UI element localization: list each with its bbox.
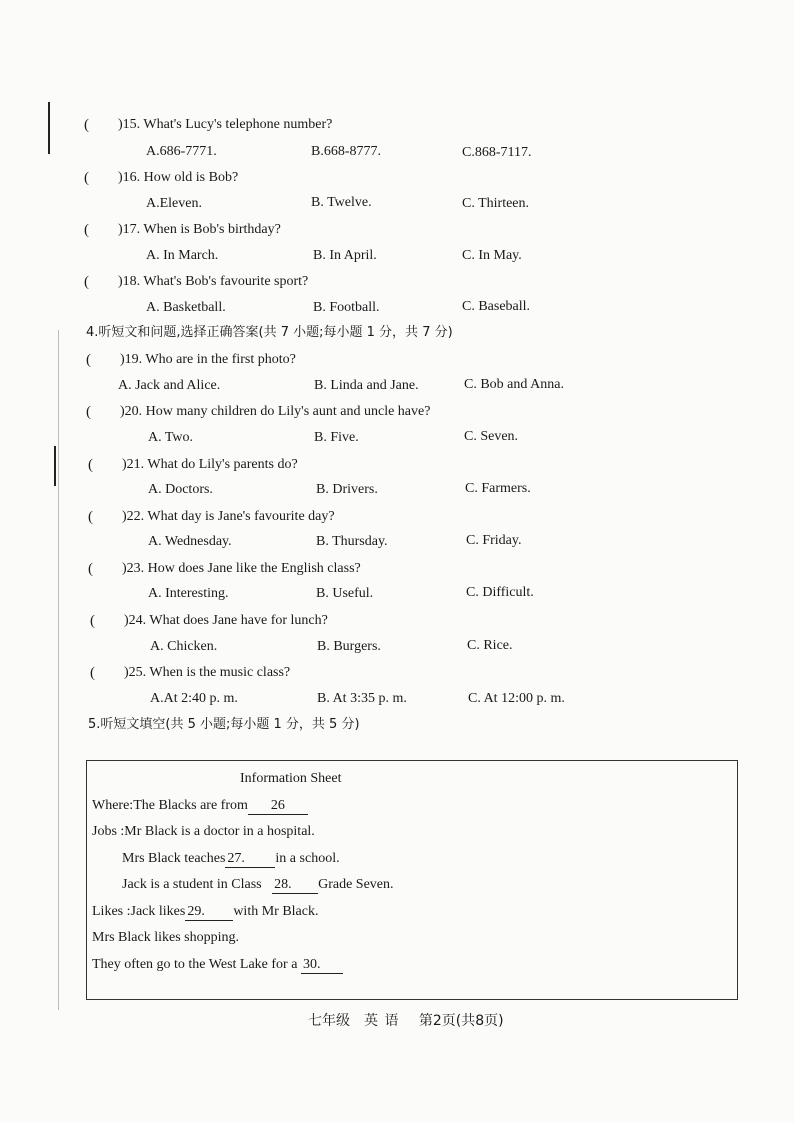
answer-paren[interactable]: ( [84, 222, 89, 238]
option-17-c: C. In May. [462, 248, 522, 263]
question-21: )21. What do Lily's parents do? [122, 457, 298, 472]
answer-paren[interactable]: ( [84, 117, 89, 133]
question-15: )15. What's Lucy's telephone number? [118, 117, 333, 132]
option-21-b: B. Drivers. [316, 482, 378, 497]
question-25: )25. When is the music class? [124, 665, 291, 680]
answer-paren[interactable]: ( [84, 170, 89, 186]
blank-26[interactable] [248, 798, 308, 815]
blank-number: 26 [270, 798, 285, 813]
question-20: )20. How many children do Lily's aunt and uncle have? [120, 404, 431, 419]
sheet-line-where [92, 797, 308, 815]
section-5-instruction: 5.听短文填空(共 5 小题;每小题 1 分，共 5 分) [88, 717, 360, 732]
blank-number: 28. [274, 877, 292, 892]
option-20-a: A. Two. [148, 430, 194, 445]
answer-paren[interactable]: ( [90, 665, 95, 681]
sheet-text: Mrs Black teaches [122, 851, 226, 866]
option-17-a: A. In March. [146, 248, 219, 263]
question-19: )19. Who are in the first photo? [120, 352, 296, 367]
option-15-b: B.668-8777. [311, 144, 381, 159]
option-25-a: A.At 2:40 p. m. [150, 691, 238, 706]
sheet-text: Grade Seven. [318, 877, 394, 892]
answer-paren[interactable]: ( [86, 352, 91, 368]
blank-27[interactable] [225, 851, 275, 868]
binding-line [58, 330, 59, 1010]
blank-30[interactable] [301, 957, 343, 974]
page-footer: 七年级 英 语 第2页(共8页) [308, 1013, 504, 1029]
option-24-a: A. Chicken. [150, 639, 218, 654]
sheet-text: Where:The Blacks are from [92, 798, 248, 813]
sheet-text: They often go to the West Lake for a [92, 957, 298, 972]
answer-paren[interactable]: ( [88, 457, 93, 473]
option-24-b: B. Burgers. [317, 639, 381, 654]
binding-mark-middle [54, 446, 56, 486]
option-15-a: A.686-7771. [146, 144, 217, 159]
option-15-c: C.868-7117. [462, 145, 532, 160]
answer-paren[interactable]: ( [84, 274, 89, 290]
option-19-c: C. Bob and Anna. [464, 377, 564, 392]
sheet-text: Jack is a student in Class [122, 877, 262, 892]
option-24-c: C. Rice. [467, 638, 513, 653]
blank-29[interactable] [185, 904, 233, 921]
option-22-c: C. Friday. [466, 533, 522, 548]
option-21-c: C. Farmers. [465, 481, 531, 496]
sheet-text: Likes :Jack likes [92, 904, 186, 919]
sheet-title: Information Sheet [240, 771, 342, 786]
question-22: )22. What day is Jane's favourite day? [122, 509, 335, 524]
question-17: )17. When is Bob's birthday? [118, 222, 281, 237]
blank-number: 29. [187, 904, 205, 919]
question-23: )23. How does Jane like the English class? [122, 561, 361, 576]
option-20-c: C. Seven. [464, 429, 519, 444]
question-24: )24. What does Jane have for lunch? [124, 613, 328, 628]
section-4-instruction: 4.听短文和问题,选择正确答案(共 7 小题;每小题 1 分，共 7 分) [86, 325, 453, 340]
answer-paren[interactable]: ( [86, 404, 91, 420]
option-16-b: B. Twelve. [311, 195, 372, 210]
option-18-b: B. Football. [313, 300, 380, 315]
answer-paren[interactable]: ( [88, 509, 93, 525]
option-25-c: C. At 12:00 p. m. [468, 691, 565, 706]
option-19-b: B. Linda and Jane. [314, 378, 419, 393]
option-18-a: A. Basketball. [146, 300, 226, 315]
sheet-line-west-lake [92, 956, 343, 974]
answer-paren[interactable]: ( [88, 561, 93, 577]
option-17-b: B. In April. [313, 248, 377, 263]
option-19-a: A. Jack and Alice. [118, 378, 221, 393]
option-23-b: B. Useful. [316, 586, 374, 601]
option-25-b: B. At 3:35 p. m. [317, 691, 407, 706]
sheet-text: with Mr Black. [233, 904, 319, 919]
option-22-b: B. Thursday. [316, 534, 388, 549]
sheet-line-jack [122, 876, 394, 894]
binding-mark-top [48, 102, 50, 154]
sheet-line-likes [92, 903, 318, 921]
question-16: )16. How old is Bob? [118, 170, 239, 185]
option-22-a: A. Wednesday. [148, 534, 232, 549]
sheet-line-shopping: Mrs Black likes shopping. [92, 930, 239, 945]
option-23-a: A. Interesting. [148, 586, 229, 601]
sheet-line-mrs-black [122, 850, 340, 868]
option-20-b: B. Five. [314, 430, 359, 445]
option-18-c: C. Baseball. [462, 299, 531, 314]
option-23-c: C. Difficult. [466, 585, 534, 600]
sheet-line-jobs: Jobs :Mr Black is a doctor in a hospital. [92, 824, 315, 839]
blank-number: 30. [302, 957, 321, 972]
option-16-c: C. Thirteen. [462, 196, 530, 211]
blank-number: 27. [227, 851, 245, 866]
blank-28[interactable] [272, 877, 318, 894]
question-18: )18. What's Bob's favourite sport? [118, 274, 309, 289]
answer-paren[interactable]: ( [90, 613, 95, 629]
option-16-a: A.Eleven. [146, 196, 202, 211]
option-21-a: A. Doctors. [148, 482, 213, 497]
sheet-text: in a school. [275, 851, 340, 866]
